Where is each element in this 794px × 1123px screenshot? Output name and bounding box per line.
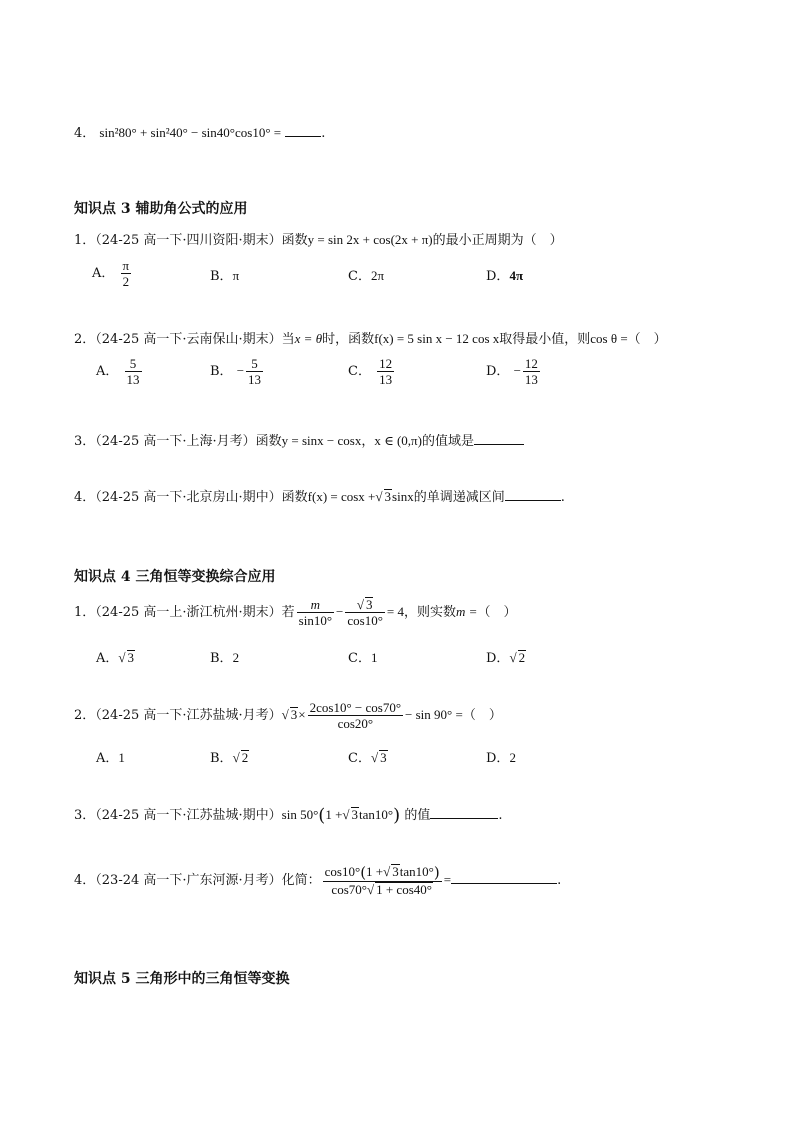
fraction: $\frac{12}{13}$ (379, 356, 393, 387)
s3-question-4 (74, 486, 565, 505)
option-label: B． (210, 364, 233, 379)
fraction: $\frac{√ 3}{\cos 10^\circ}$ (347, 597, 383, 628)
s4-q2-option-d[interactable] (486, 747, 516, 766)
answer-blank[interactable] (451, 871, 557, 884)
math-expression: sin²80° + sin²40° − sin40°cos10° = (99, 125, 282, 140)
option-value: 1 (118, 750, 125, 765)
separator: ， (361, 434, 375, 449)
question-source: （24-25 高一下·北京房山·期中）函数 (95, 490, 308, 505)
option-value: 2π (370, 268, 385, 283)
math-expression: cos θ = (590, 331, 628, 346)
math-expression: y = sinx − cosx (281, 433, 362, 448)
question-source: （23-24 高一下·广东河源·月考）化简： (95, 872, 321, 888)
question-tail: 的单调递减区间 (413, 490, 505, 505)
option-label: D． (486, 269, 510, 284)
minus-sign: − (236, 363, 245, 378)
fraction: $\frac{5}{13}$ (248, 356, 262, 387)
period: . (560, 490, 565, 505)
question-tail: 的值 (404, 808, 431, 823)
option-label: C． (348, 751, 371, 766)
math-expression: x = θ (294, 331, 323, 346)
period: . (321, 126, 326, 141)
s4-q2-option-b[interactable]: B．√ 2 (210, 750, 249, 766)
s4-q1-option-c[interactable] (348, 647, 377, 666)
s4-question-1 (74, 597, 516, 628)
option-label: B． (210, 751, 233, 766)
section-heading-3: 知识点 3 辅助角公式的应用 (74, 201, 248, 217)
s3-q2-option-a[interactable] (96, 356, 144, 387)
answer-blank[interactable] (474, 432, 524, 445)
s3-q2-option-d[interactable] (486, 356, 542, 387)
question-source: （24-25 高一下·云南保山·期末）当 (95, 332, 295, 347)
math-expression: − sin 90° = (405, 707, 463, 722)
minus-sign: − (336, 604, 344, 619)
s3-q1-option-a[interactable] (92, 258, 133, 289)
question-text: 时，函数 (322, 332, 375, 347)
s3-question-1 (74, 229, 563, 248)
section-heading-4: 知识点 4 三角恒等变换综合应用 (74, 569, 276, 585)
math-expression: y = sin 2x + cos(2x + π) (307, 232, 433, 247)
period: . (557, 872, 562, 888)
s4-question-4 (74, 864, 561, 897)
option-label: C． (348, 364, 371, 379)
question-tail: （ ） (477, 605, 517, 620)
question-top-4 (74, 122, 325, 141)
question-tail: （ ） (627, 332, 667, 347)
question-source: （24-25 高一上·浙江杭州·期末）若 (95, 605, 295, 620)
s3-q2-option-b[interactable] (210, 356, 265, 387)
fraction: $\frac{\cos 10^\circ(1 +√ 3\tan 10^\circ)}{\cos 70^\circ√ 1 + \cos 40^\circ}$ (324, 863, 440, 897)
option-value: 2 (509, 750, 516, 765)
question-text: 取得最小值，则 (499, 332, 591, 347)
times-sign: × (298, 707, 306, 722)
question-number: 4． (74, 126, 96, 141)
question-tail: 的值域是 (421, 434, 474, 449)
answer-blank[interactable] (430, 806, 498, 819)
option-label: C． (348, 651, 371, 666)
period: . (498, 808, 503, 823)
fraction: $\frac{2\cos 10^\circ - \cos 70^\circ}{\cos 20^\circ}$ (309, 700, 402, 731)
s4-q1-option-d[interactable]: D．√ 2 (486, 650, 526, 666)
math-expression: = 4 (386, 604, 404, 619)
s3-question-2 (74, 328, 667, 347)
fraction: $\frac{12}{13}$ (524, 356, 538, 387)
sqrt-expression: √ 3 (375, 489, 392, 504)
question-source: （24-25 高一下·四川资阳·期末）函数 (95, 233, 308, 248)
question-text: ，则实数 (404, 605, 457, 620)
minus-sign: − (513, 363, 521, 378)
option-label: A． (96, 651, 119, 666)
s4-q2-option-a[interactable] (96, 747, 125, 766)
s4-q1-option-a[interactable]: A．√ 3 (96, 650, 135, 666)
question-tail: （ ） (462, 708, 502, 723)
question-source: （24-25 高一下·江苏盐城·期中） (95, 808, 282, 823)
s4-question-2: 2．（24-25 高一下·江苏盐城·月考）√ 3× $\frac{2\cos 10^\circ - \cos 70^\circ}{\cos 20^\circ}$ − sin 90° =（ ） (74, 700, 502, 731)
math-expression: x ∈ (0,π) (374, 433, 422, 448)
s3-q1-option-c[interactable] (348, 265, 384, 284)
equals-sign: = (443, 871, 452, 887)
question-number: 4． (74, 872, 96, 888)
question-number: 2． (74, 708, 96, 723)
math-expression: sinx (392, 489, 414, 504)
s3-q1-option-d[interactable] (486, 265, 523, 284)
s3-q2-option-c[interactable] (348, 356, 396, 387)
option-label: D． (486, 364, 510, 379)
option-label: D． (486, 651, 510, 666)
option-value: 4π (509, 268, 524, 283)
question-number: 3． (74, 434, 96, 449)
option-label: C． (348, 269, 371, 284)
math-expression: f(x) = 5 sin x − 12 cos x (374, 331, 500, 346)
s4-question-3: 3．（24-25 高一下·江苏盐城·期中）sin 50°(1 +√ 3tan10°) 的值 . (74, 805, 503, 826)
s4-q2-option-c[interactable]: C．√ 3 (348, 750, 387, 766)
option-label: A． (96, 751, 119, 766)
option-label: A． (96, 364, 119, 379)
s3-question-3 (74, 430, 524, 449)
option-label: B． (210, 269, 233, 284)
s3-q1-option-b[interactable] (210, 265, 239, 284)
s4-q1-option-b[interactable] (210, 647, 239, 666)
question-source: （24-25 高一下·江苏盐城·月考） (95, 708, 282, 723)
question-number: 1． (74, 605, 96, 620)
section-heading-5: 知识点 5 三角形中的三角恒等变换 (74, 971, 290, 987)
fraction: $\frac{\pi}{2}$ (122, 258, 130, 289)
math-expression: f(x) = cosx + (307, 489, 376, 504)
option-value: 1 (370, 650, 378, 665)
math-expression: m = (456, 604, 478, 619)
fraction: $\frac{m}{\sin 10^\circ}$ (298, 597, 333, 628)
question-number: 2． (74, 332, 96, 347)
question-number: 3． (74, 808, 96, 823)
answer-blank[interactable] (505, 488, 561, 501)
fraction: $\frac{5}{13}$ (126, 356, 140, 387)
question-source: （24-25 高一下·上海·月考）函数 (95, 434, 282, 449)
option-value: 2 (232, 650, 240, 665)
question-number: 1． (74, 233, 96, 248)
answer-blank[interactable] (285, 124, 321, 137)
question-tail: 的最小正周期为（ ） (432, 233, 563, 248)
question-number: 4． (74, 490, 96, 505)
option-label: B． (210, 651, 233, 666)
math-expression: sin 50° (281, 807, 319, 822)
option-value: π (232, 268, 240, 283)
option-label: D． (486, 751, 510, 766)
option-label: A． (92, 266, 115, 281)
